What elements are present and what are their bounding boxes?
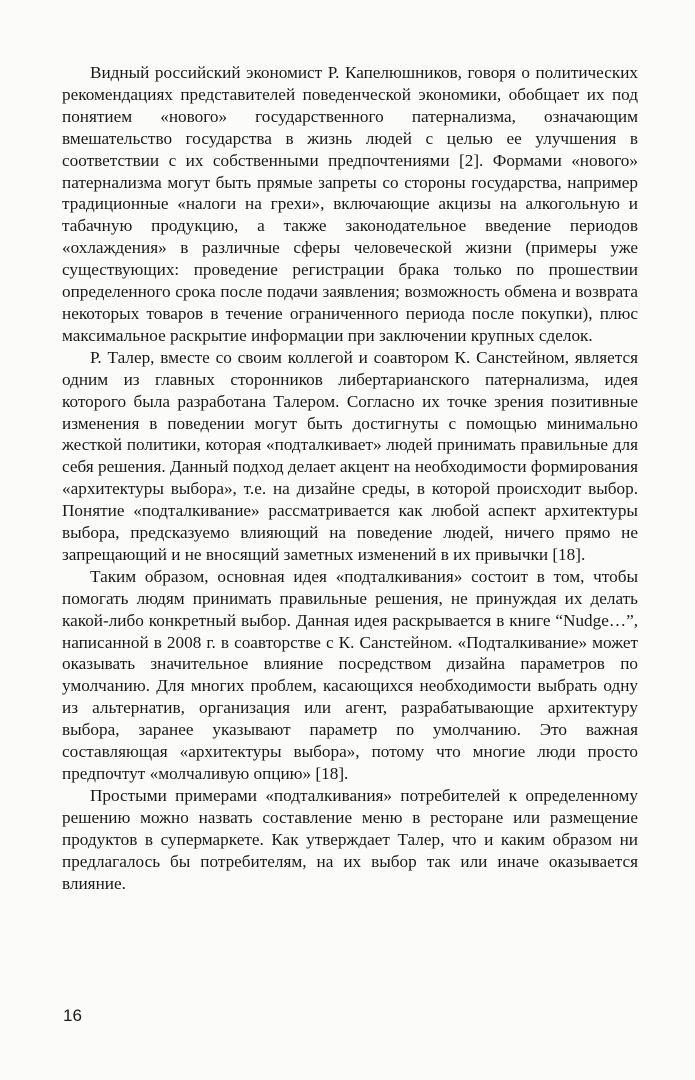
- paragraph-kapelyushnikov: Видный российский экономист Р. Капелюшников, говоря о политических рекомендациях представителей поведенческой экономики, обобщает их под понятием «нового» государственного патернализма, означающим вмешательство государства в жизнь людей с целью ее улучшения в соответствии с их собственными предпочтениями [2]. Формами «нового» патернализма могут быть прямые запреты со стороны государства, например традиционные «налоги на грехи», включающие акцизы на алкогольную и табачную продукцию, а также законодательное введение периодов «охлаждения» в различные сферы человеческой жизни (примеры уже существующих: проведение регистрации брака только по прошествии определенного срока после подачи заявления; возможность обмена и возврата некоторых товаров в течение ограниченного периода после покупки), плюс максимальное раскрытие информации при заключении крупных сделок.: [62, 63, 638, 345]
- paragraph-thaler-sunstein: Р. Талер, вместе со своим коллегой и соавтором К. Санстейном, является одним из главных сторонников либертарианского патернализма, идея которого была разработана Талером. Согласно их точке зрения позитивные изменения в поведении могут быть достигнуты с помощью минимально жесткой политики, которая «подталкивает» людей принимать правильные для себя решения. Данный подход делает акцент на необходимости формирования «архитектуры выбора», т.е. на дизайне среды, в которой происходит выбор. Понятие «подталкивание» рассматривается как любой аспект архитектуры выбора, предсказуемо влияющий на поведение людей, ничего прямо не запрещающий и не вносящий заметных изменений в их привычки [18].: [62, 347, 638, 564]
- paragraph-examples: Простыми примерами «подталкивания» потребителей к определенному решению можно назвать составление меню в ресторане или размещение продуктов в супермаркете. Как утверждает Талер, что и каким образом ни предлагалось бы потребителям, на их выбор так или иначе оказывается влияние.: [62, 785, 638, 893]
- page-number: 16: [63, 1006, 82, 1025]
- text-block: [62, 62, 638, 894]
- paragraph-nudge-idea: Таким образом, основная идея «подталкивания» состоит в том, чтобы помогать людям принимать правильные решения, не принуждая их делать какой-либо конкретный выбор. Данная идея раскрывается в книге “Nudge…”, написанной в 2008 г. в соавторстве с К. Санстейном. «Подталкивание» может оказывать значительное влияние посредством дизайна параметров по умолчанию. Для многих проблем, касающихся необходимости выбрать одну из альтернатив, организация или агент, разрабатывающие архитектуру выбора, заранее указывают параметр по умолчанию. Это важная составляющая «архитектуры выбора», потому что многие люди просто предпочтут «молчаливую опцию» [18].: [62, 566, 638, 783]
